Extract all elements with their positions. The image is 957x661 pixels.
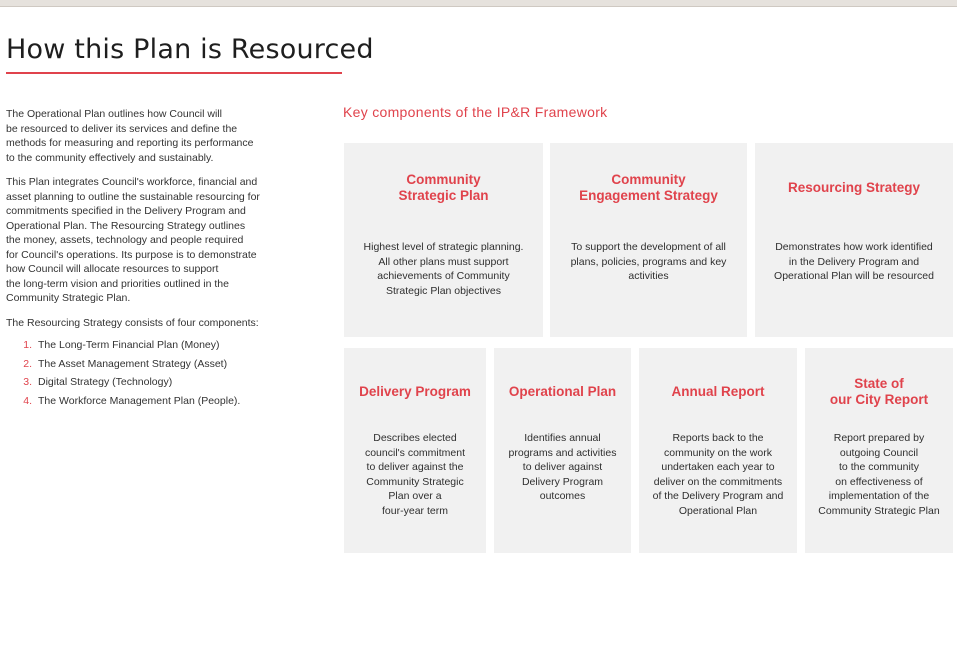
intro-paragraph: This Plan integrates Council's workforce, financial and asset planning to outline the sustainable resourcing for commitments specified in the Delivery Program and Operational Plan. The Resourcing Strategy outlines the money, assets, technology and people required for Council's operations. Its purpose is to demonstrate how Council will allocate resources to support the long-term vision and priorities outlined in the Community Strategic Plan. <box>6 176 260 304</box>
card-title: State of our City Report <box>829 376 929 407</box>
card-delivery-program <box>344 348 486 553</box>
card-title: Operational Plan <box>508 384 617 399</box>
title-underline <box>6 72 342 74</box>
intro-paragraph: The Resourcing Strategy consists of four components: <box>6 316 259 329</box>
card-title: Community Strategic Plan <box>398 172 489 203</box>
list-text: The Workforce Management Plan (People). <box>38 394 241 407</box>
card-description: Describes elected council's commitment to deliver against the Community Strategic Plan over a four-year term <box>364 432 466 517</box>
list-number: 4. <box>23 394 32 407</box>
card-description: Identifies annual programs and activities to deliver against Delivery Program outcomes <box>508 432 617 502</box>
card-title: Resourcing Strategy <box>787 180 921 195</box>
list-number: 1. <box>23 339 32 351</box>
card-description: Demonstrates how work identified in the Delivery Program and Operational Plan will be resourced <box>774 241 934 282</box>
card-description: Reports back to the community on the work undertaken each year to deliver on the commitments of the Delivery Program and Operational Plan <box>652 432 784 517</box>
card-title: Community Engagement Strategy <box>579 172 718 203</box>
card-description: Report prepared by outgoing Council to the community on effectiveness of implementation of the Community Strategic Plan <box>818 432 940 517</box>
list-number: 3. <box>23 376 32 388</box>
card-state-of-our-city-report <box>805 348 953 553</box>
intro-paragraph: The Operational Plan outlines how Council will be resourced to deliver its services and define the methods for measuring and reporting its performance to the community effectively and sustainably. <box>6 108 254 164</box>
card-title: Annual Report <box>671 384 765 399</box>
card-community-engagement-strategy <box>550 143 747 337</box>
list-item <box>6 338 281 353</box>
card-annual-report <box>639 348 797 553</box>
page-title: How this Plan is Resourced <box>6 34 374 65</box>
card-operational-plan <box>494 348 631 553</box>
list-item <box>6 394 281 409</box>
list-text: The Asset Management Strategy (Asset) <box>38 357 228 370</box>
framework-heading: Key components of the IP&R Framework <box>343 104 608 120</box>
card-community-strategic-plan <box>344 143 543 337</box>
list-number: 2. <box>23 357 32 370</box>
list-item <box>6 357 281 372</box>
list-text: Digital Strategy (Technology) <box>38 376 173 388</box>
card-resourcing-strategy <box>755 143 953 337</box>
list-text: The Long-Term Financial Plan (Money) <box>38 339 220 351</box>
list-item <box>6 375 281 390</box>
card-title: Delivery Program <box>359 384 471 399</box>
card-description: To support the development of all plans, policies, programs and key activities <box>570 241 727 282</box>
top-nav-strip <box>0 0 957 7</box>
card-description: Highest level of strategic planning. All other plans must support achievements of Community Strategic Plan objectives <box>363 241 524 297</box>
resourcing-components-list <box>6 338 281 408</box>
intro-text <box>6 107 281 412</box>
